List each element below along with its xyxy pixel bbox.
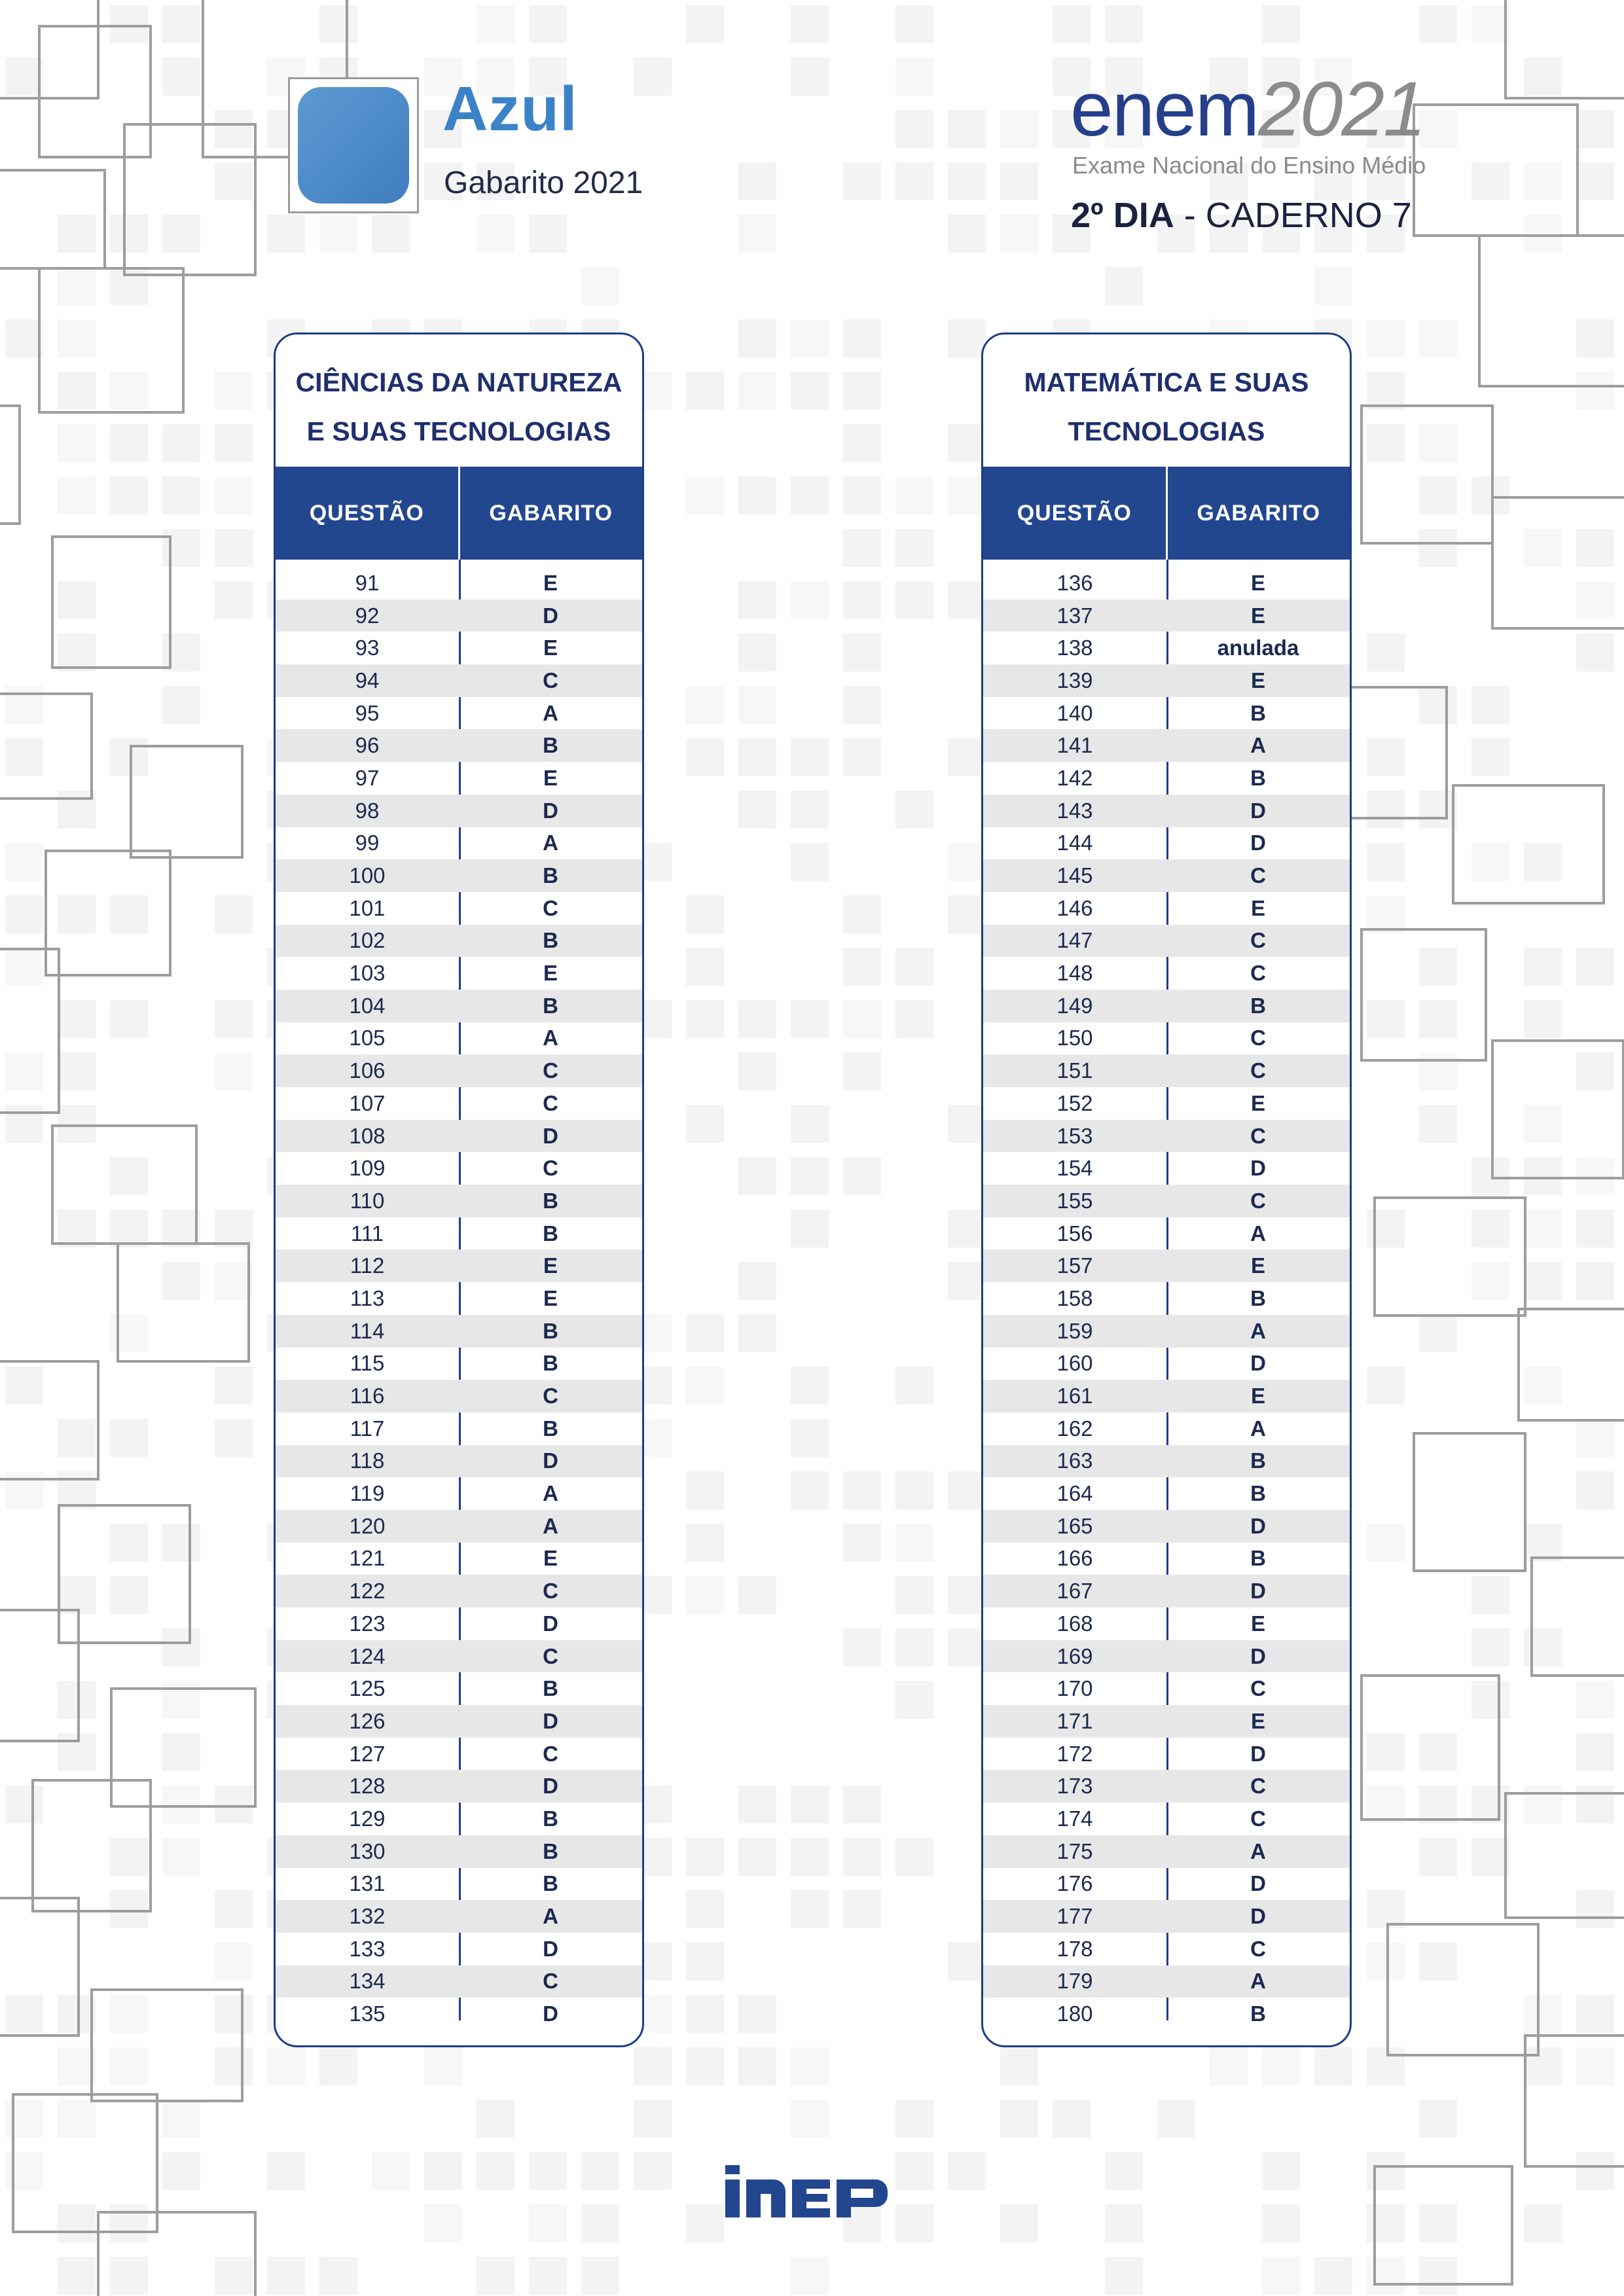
answer-letter: B bbox=[543, 1871, 558, 1896]
answer-letter: B bbox=[1250, 1448, 1266, 1473]
enem-logo-subtitle: Exame Nacional do Ensino Médio bbox=[1072, 152, 1426, 179]
table-row bbox=[276, 957, 642, 990]
table-row bbox=[276, 1640, 642, 1673]
table-row bbox=[276, 795, 642, 827]
table-header bbox=[983, 467, 1350, 560]
answer-letter: C bbox=[1250, 863, 1266, 888]
enem-logo-word: enem bbox=[1070, 66, 1259, 152]
question-number: 122 bbox=[349, 1579, 386, 1604]
answer-letter: D bbox=[543, 1936, 558, 1961]
table-title bbox=[276, 358, 642, 456]
question-number: 164 bbox=[1056, 1481, 1093, 1506]
question-number: 162 bbox=[1056, 1416, 1093, 1441]
table-row bbox=[983, 957, 1350, 990]
answer-letter: C bbox=[1250, 1676, 1266, 1701]
table-row bbox=[276, 1249, 642, 1282]
question-number: 114 bbox=[350, 1318, 385, 1343]
table-row bbox=[983, 1315, 1350, 1348]
table-row bbox=[276, 1315, 642, 1348]
column-header-questao: QUESTÃO bbox=[1017, 500, 1132, 526]
table-row bbox=[983, 859, 1350, 892]
question-number: 151 bbox=[1056, 1058, 1093, 1083]
question-number: 92 bbox=[355, 603, 380, 628]
table-row bbox=[276, 1477, 642, 1510]
answer-letter: C bbox=[543, 1643, 558, 1668]
answer-letter: D bbox=[1250, 1156, 1266, 1181]
table-title bbox=[983, 358, 1350, 456]
answer-letter: A bbox=[1250, 1318, 1266, 1343]
question-number: 99 bbox=[355, 831, 380, 855]
question-number: 127 bbox=[349, 1741, 386, 1766]
table-row bbox=[983, 1900, 1350, 1933]
question-number: 155 bbox=[1056, 1188, 1093, 1213]
table-title-line2: TECNOLOGIAS bbox=[1068, 416, 1265, 446]
answer-letter: E bbox=[543, 1285, 558, 1310]
enem-logo bbox=[1070, 66, 1425, 152]
question-number: 140 bbox=[1056, 700, 1093, 725]
answer-letter: B bbox=[543, 1318, 558, 1343]
answer-letter: D bbox=[543, 1448, 558, 1473]
caderno-number: CADERNO 7 bbox=[1205, 196, 1412, 235]
question-number: 138 bbox=[1056, 636, 1093, 660]
question-number: 152 bbox=[1056, 1090, 1093, 1115]
answer-letter: D bbox=[1250, 831, 1266, 855]
answer-letter: B bbox=[1250, 765, 1266, 790]
question-number: 125 bbox=[349, 1676, 386, 1701]
question-number: 124 bbox=[349, 1643, 386, 1668]
table-row bbox=[983, 1185, 1350, 1217]
table-row bbox=[983, 1998, 1350, 2030]
question-number: 97 bbox=[355, 765, 380, 790]
answer-letter: B bbox=[1250, 2001, 1266, 2026]
question-number: 154 bbox=[1056, 1156, 1093, 1181]
table-header bbox=[276, 467, 642, 560]
table-title-line2: E SUAS TECNOLOGIAS bbox=[306, 416, 611, 446]
question-number: 132 bbox=[349, 1904, 386, 1929]
version-color-swatch bbox=[288, 77, 419, 213]
question-number: 134 bbox=[349, 1969, 386, 1994]
question-number: 161 bbox=[1056, 1384, 1093, 1408]
table-row bbox=[983, 1087, 1350, 1120]
answer-letter: D bbox=[1250, 1579, 1266, 1604]
answer-letter: E bbox=[1250, 1090, 1265, 1115]
question-number: 119 bbox=[350, 1481, 385, 1506]
question-number: 118 bbox=[350, 1448, 385, 1473]
answer-letter: D bbox=[1250, 1871, 1266, 1896]
question-number: 91 bbox=[355, 570, 380, 595]
table-row bbox=[983, 1445, 1350, 1478]
answer-letter: A bbox=[543, 1513, 558, 1538]
answer-letter: E bbox=[543, 1253, 558, 1278]
answer-letter: B bbox=[543, 1806, 558, 1831]
table-row bbox=[983, 1575, 1350, 1607]
table-row bbox=[276, 1543, 642, 1575]
table-row bbox=[276, 1185, 642, 1217]
table-row bbox=[983, 1770, 1350, 1803]
answer-letter: E bbox=[1250, 895, 1265, 920]
answer-letter: B bbox=[543, 1676, 558, 1701]
table-row bbox=[276, 600, 642, 632]
question-number: 136 bbox=[1056, 570, 1093, 595]
answer-letter: E bbox=[1250, 1253, 1265, 1278]
table-row bbox=[983, 697, 1350, 730]
question-number: 168 bbox=[1056, 1611, 1093, 1636]
question-number: 171 bbox=[1056, 1708, 1093, 1733]
table-row bbox=[276, 1087, 642, 1120]
table-row bbox=[276, 1217, 642, 1250]
question-number: 159 bbox=[1056, 1318, 1093, 1343]
question-number: 103 bbox=[349, 961, 386, 986]
question-number: 123 bbox=[349, 1611, 386, 1636]
answer-letter: A bbox=[1250, 1839, 1266, 1863]
question-number: 158 bbox=[1056, 1285, 1093, 1310]
answer-letter: C bbox=[1250, 1026, 1266, 1050]
table-row bbox=[276, 859, 642, 892]
question-number: 169 bbox=[1056, 1643, 1093, 1668]
answer-letter: A bbox=[543, 1481, 558, 1506]
table-row bbox=[276, 664, 642, 697]
question-number: 156 bbox=[1056, 1221, 1093, 1246]
table-row bbox=[983, 1868, 1350, 1901]
table-row bbox=[276, 1575, 642, 1607]
answer-letter: C bbox=[1250, 961, 1266, 986]
question-number: 135 bbox=[349, 2001, 386, 2026]
question-number: 93 bbox=[355, 636, 380, 660]
question-number: 95 bbox=[355, 700, 380, 725]
answer-letter: E bbox=[1250, 1708, 1265, 1733]
table-row bbox=[983, 1477, 1350, 1510]
table-row bbox=[983, 1412, 1350, 1445]
answer-letter: B bbox=[543, 1221, 558, 1246]
table-row bbox=[983, 1543, 1350, 1575]
table-row bbox=[983, 827, 1350, 860]
matematica-answer-table bbox=[981, 332, 1352, 2047]
question-number: 177 bbox=[1056, 1904, 1093, 1929]
answer-letter: C bbox=[543, 668, 558, 692]
answer-letter: B bbox=[1250, 1481, 1266, 1506]
table-row bbox=[983, 1022, 1350, 1055]
answer-letter: A bbox=[1250, 1221, 1266, 1246]
question-number: 146 bbox=[1056, 895, 1093, 920]
question-number: 147 bbox=[1056, 928, 1093, 953]
question-number: 98 bbox=[355, 798, 380, 823]
question-number: 180 bbox=[1056, 2001, 1093, 2026]
answer-letter: A bbox=[543, 700, 558, 725]
question-number: 96 bbox=[355, 733, 380, 758]
table-row bbox=[983, 632, 1350, 664]
answer-letter: A bbox=[543, 831, 558, 855]
table-row bbox=[276, 1900, 642, 1933]
answer-letter: B bbox=[543, 993, 558, 1018]
question-number: 105 bbox=[349, 1026, 386, 1050]
answer-letter: B bbox=[543, 733, 558, 758]
table-row bbox=[983, 1510, 1350, 1543]
question-number: 150 bbox=[1056, 1026, 1093, 1050]
answer-letter: C bbox=[1250, 1123, 1266, 1148]
table-row bbox=[276, 1380, 642, 1412]
question-number: 165 bbox=[1056, 1513, 1093, 1538]
answer-letter: C bbox=[1250, 1806, 1266, 1831]
question-number: 106 bbox=[349, 1058, 386, 1083]
table-row bbox=[276, 1998, 642, 2030]
answer-letter: C bbox=[1250, 1774, 1266, 1799]
question-number: 109 bbox=[349, 1156, 386, 1181]
question-number: 115 bbox=[350, 1351, 385, 1376]
table-row bbox=[276, 990, 642, 1022]
table-row bbox=[983, 762, 1350, 795]
table-row bbox=[983, 1054, 1350, 1087]
table-row bbox=[983, 600, 1350, 632]
question-number: 126 bbox=[349, 1708, 386, 1733]
question-number: 174 bbox=[1056, 1806, 1093, 1831]
table-row bbox=[276, 697, 642, 730]
table-row bbox=[983, 795, 1350, 827]
table-title-line1: CIÊNCIAS DA NATUREZA bbox=[295, 367, 623, 397]
answer-letter: D bbox=[543, 1774, 558, 1799]
table-row bbox=[276, 1282, 642, 1315]
question-number: 176 bbox=[1056, 1871, 1093, 1896]
answer-letter: B bbox=[1250, 1285, 1266, 1310]
question-number: 137 bbox=[1056, 603, 1093, 628]
natureza-answer-table bbox=[274, 332, 644, 2047]
table-row bbox=[983, 1152, 1350, 1185]
question-number: 112 bbox=[350, 1253, 385, 1278]
question-number: 143 bbox=[1056, 798, 1093, 823]
answer-letter: D bbox=[543, 798, 558, 823]
table-row bbox=[983, 1282, 1350, 1315]
table-row bbox=[983, 925, 1350, 958]
answer-letter: D bbox=[1250, 798, 1266, 823]
table-row bbox=[983, 1120, 1350, 1153]
table-row bbox=[276, 1022, 642, 1055]
table-row bbox=[983, 1835, 1350, 1868]
answer-letter: C bbox=[543, 1058, 558, 1083]
column-header-questao: QUESTÃO bbox=[309, 500, 424, 526]
table-body bbox=[983, 567, 1350, 2030]
answer-letter: D bbox=[543, 2001, 558, 2026]
answer-letter: A bbox=[1250, 733, 1266, 758]
question-number: 163 bbox=[1056, 1448, 1093, 1473]
table-body bbox=[276, 567, 642, 2030]
answer-letter: B bbox=[543, 863, 558, 888]
table-row bbox=[983, 1607, 1350, 1640]
table-row bbox=[983, 567, 1350, 600]
answer-letter: C bbox=[543, 1741, 558, 1766]
table-row bbox=[983, 1705, 1350, 1738]
table-row bbox=[276, 1835, 642, 1868]
question-number: 157 bbox=[1056, 1253, 1093, 1278]
question-number: 108 bbox=[349, 1123, 386, 1148]
table-row bbox=[276, 1672, 642, 1705]
answer-letter: B bbox=[543, 1839, 558, 1863]
table-row bbox=[276, 827, 642, 860]
question-number: 107 bbox=[349, 1090, 386, 1115]
answer-letter: anulada bbox=[1217, 636, 1299, 660]
answer-letter: E bbox=[543, 765, 558, 790]
day-caderno-label bbox=[1071, 195, 1412, 236]
enem-logo-year: 2021 bbox=[1258, 66, 1425, 152]
table-row bbox=[276, 1120, 642, 1153]
question-number: 129 bbox=[349, 1806, 386, 1831]
table-title-line1: MATEMÁTICA E SUAS bbox=[1024, 367, 1309, 397]
question-number: 101 bbox=[349, 895, 386, 920]
question-number: 178 bbox=[1056, 1936, 1093, 1961]
answer-letter: B bbox=[543, 1351, 558, 1376]
table-row bbox=[276, 1705, 642, 1738]
answer-letter: E bbox=[1250, 570, 1265, 595]
table-row bbox=[276, 1965, 642, 1998]
table-row bbox=[276, 1054, 642, 1087]
answer-letter: C bbox=[1250, 1188, 1266, 1213]
answer-letter: D bbox=[1250, 1351, 1266, 1376]
question-number: 179 bbox=[1056, 1969, 1093, 1994]
answer-letter: B bbox=[1250, 700, 1266, 725]
answer-letter: C bbox=[543, 1090, 558, 1115]
answer-letter: C bbox=[1250, 928, 1266, 953]
table-row bbox=[276, 1510, 642, 1543]
table-row bbox=[983, 1640, 1350, 1673]
question-number: 104 bbox=[349, 993, 386, 1018]
table-row bbox=[983, 664, 1350, 697]
table-row bbox=[276, 567, 642, 600]
answer-letter: E bbox=[1250, 1611, 1265, 1636]
question-number: 130 bbox=[349, 1839, 386, 1863]
answer-letter: E bbox=[543, 961, 558, 986]
answer-letter: D bbox=[543, 1611, 558, 1636]
question-number: 173 bbox=[1056, 1774, 1093, 1799]
question-number: 175 bbox=[1056, 1839, 1093, 1863]
table-row bbox=[983, 1672, 1350, 1705]
table-row bbox=[983, 1803, 1350, 1835]
question-number: 117 bbox=[350, 1416, 385, 1441]
answer-letter: B bbox=[543, 1188, 558, 1213]
table-row bbox=[983, 892, 1350, 925]
answer-letter: C bbox=[543, 1579, 558, 1604]
question-number: 172 bbox=[1056, 1741, 1093, 1766]
table-row bbox=[276, 1738, 642, 1770]
table-row bbox=[276, 1607, 642, 1640]
table-row bbox=[983, 990, 1350, 1022]
table-row bbox=[276, 1445, 642, 1478]
answer-letter: E bbox=[543, 636, 558, 660]
answer-letter: C bbox=[543, 1156, 558, 1181]
inep-logo-icon bbox=[725, 2165, 899, 2221]
question-number: 153 bbox=[1056, 1123, 1093, 1148]
version-color-fill bbox=[298, 87, 409, 204]
version-name: Azul bbox=[442, 74, 578, 144]
answer-letter: A bbox=[1250, 1416, 1266, 1441]
question-number: 142 bbox=[1056, 765, 1093, 790]
question-number: 110 bbox=[350, 1188, 385, 1213]
question-number: 167 bbox=[1056, 1579, 1093, 1604]
question-number: 145 bbox=[1056, 863, 1093, 888]
table-row bbox=[983, 1348, 1350, 1380]
answer-letter: B bbox=[1250, 1546, 1266, 1571]
table-row bbox=[276, 1412, 642, 1445]
answer-letter: E bbox=[1250, 668, 1265, 692]
answer-letter: D bbox=[1250, 1741, 1266, 1766]
question-number: 170 bbox=[1056, 1676, 1093, 1701]
question-number: 166 bbox=[1056, 1546, 1093, 1571]
answer-letter: C bbox=[543, 1969, 558, 1994]
question-number: 160 bbox=[1056, 1351, 1093, 1376]
answer-letter: E bbox=[1250, 603, 1265, 628]
day-prefix: 2º DIA bbox=[1071, 196, 1174, 235]
table-row bbox=[983, 1933, 1350, 1965]
column-header-gabarito: GABARITO bbox=[1166, 467, 1350, 560]
answer-letter: E bbox=[1250, 1384, 1265, 1408]
question-number: 141 bbox=[1056, 733, 1093, 758]
table-row bbox=[276, 632, 642, 664]
question-number: 121 bbox=[349, 1546, 386, 1571]
question-number: 94 bbox=[355, 668, 380, 692]
table-row bbox=[983, 1738, 1350, 1770]
table-row bbox=[276, 892, 642, 925]
answer-letter: B bbox=[543, 928, 558, 953]
answer-letter: C bbox=[543, 1384, 558, 1408]
answer-letter: E bbox=[543, 570, 558, 595]
answer-letter: C bbox=[1250, 1936, 1266, 1961]
table-row bbox=[276, 1152, 642, 1185]
table-row bbox=[276, 1868, 642, 1901]
answer-letter: D bbox=[543, 603, 558, 628]
table-row bbox=[983, 1380, 1350, 1412]
answer-letter: E bbox=[543, 1546, 558, 1571]
question-number: 149 bbox=[1056, 993, 1093, 1018]
answer-letter: D bbox=[1250, 1513, 1266, 1538]
question-number: 133 bbox=[349, 1936, 386, 1961]
question-number: 111 bbox=[350, 1221, 384, 1246]
table-row bbox=[983, 1249, 1350, 1282]
table-row bbox=[276, 925, 642, 958]
question-number: 116 bbox=[350, 1384, 385, 1408]
answer-letter: C bbox=[543, 895, 558, 920]
answer-letter: D bbox=[1250, 1643, 1266, 1668]
answer-letter: A bbox=[543, 1026, 558, 1050]
table-row bbox=[276, 1803, 642, 1835]
table-row bbox=[276, 729, 642, 762]
table-row bbox=[276, 1348, 642, 1380]
table-row bbox=[276, 762, 642, 795]
table-row bbox=[983, 729, 1350, 762]
question-number: 113 bbox=[350, 1285, 385, 1310]
question-number: 102 bbox=[349, 928, 386, 953]
answer-letter: C bbox=[1250, 1058, 1266, 1083]
question-number: 131 bbox=[349, 1871, 386, 1896]
question-number: 148 bbox=[1056, 961, 1093, 986]
answer-letter: B bbox=[543, 1416, 558, 1441]
answer-letter: B bbox=[1250, 993, 1266, 1018]
table-row bbox=[983, 1217, 1350, 1250]
answer-letter: A bbox=[1250, 1969, 1266, 1994]
column-header-gabarito: GABARITO bbox=[458, 467, 643, 560]
table-row bbox=[276, 1770, 642, 1803]
answer-letter: D bbox=[1250, 1904, 1266, 1929]
day-separator: - bbox=[1174, 196, 1206, 235]
question-number: 128 bbox=[349, 1774, 386, 1799]
answer-letter: D bbox=[543, 1708, 558, 1733]
table-row bbox=[276, 1933, 642, 1965]
table-row bbox=[983, 1965, 1350, 1998]
answer-letter: D bbox=[543, 1123, 558, 1148]
question-number: 100 bbox=[349, 863, 386, 888]
question-number: 139 bbox=[1056, 668, 1093, 692]
question-number: 144 bbox=[1056, 831, 1093, 855]
gabarito-label: Gabarito 2021 bbox=[444, 166, 643, 200]
answer-letter: A bbox=[543, 1904, 558, 1929]
question-number: 120 bbox=[349, 1513, 386, 1538]
